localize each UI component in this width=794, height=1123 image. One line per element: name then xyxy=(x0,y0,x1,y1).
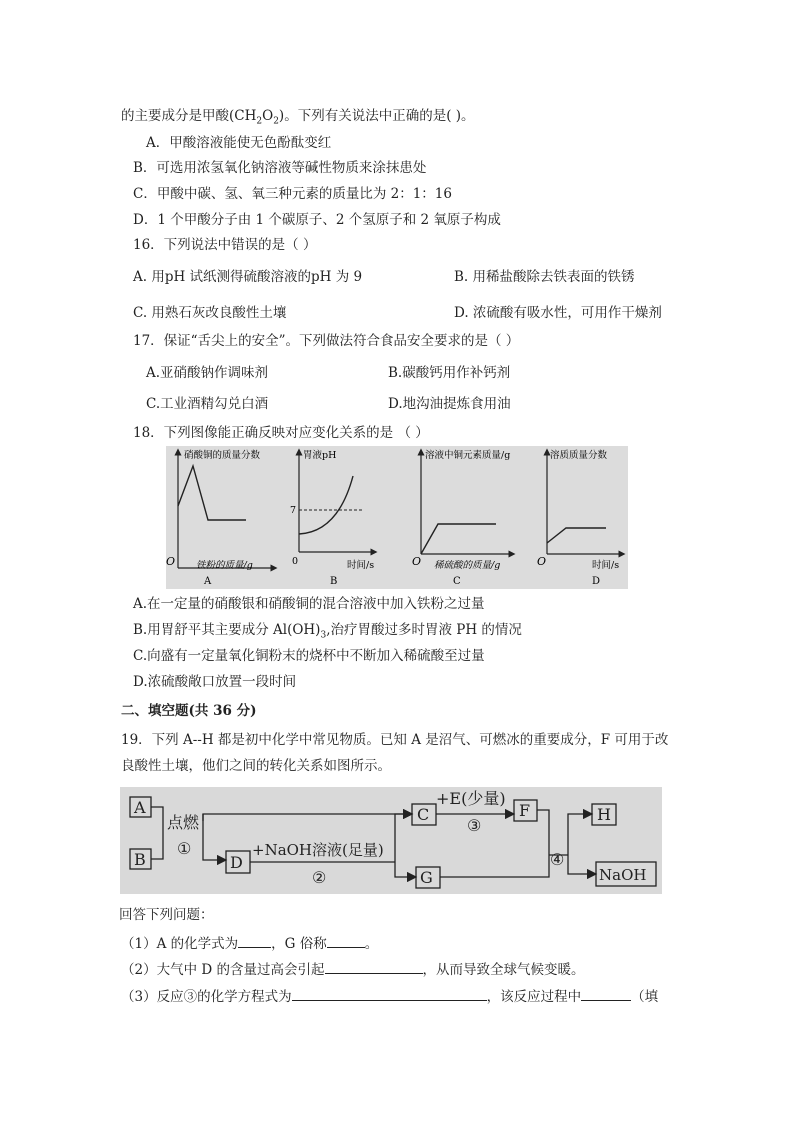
graph-c-letter: C xyxy=(453,576,461,587)
q19-sub1: （1）A 的化学式为 ，G 俗称 。 xyxy=(121,933,378,953)
graph-c-origin: O xyxy=(412,555,422,568)
q19-flow-diagram xyxy=(120,787,662,894)
arrow-to-d xyxy=(203,814,226,860)
q19-stem-line1: 19．下列 A--H 都是初中化学中常见物质。已知 A 是沼气、可燃冰的重要成分，F 可用于改 xyxy=(121,732,669,748)
label-h: H xyxy=(597,805,611,824)
num-1: ① xyxy=(177,839,192,858)
graph-d-ylabel: 溶质质量分数 xyxy=(550,450,608,461)
graph-b-origin: 0 xyxy=(292,556,299,567)
graph-b-letter: B xyxy=(330,576,338,587)
label-naoh: NaOH xyxy=(599,866,647,884)
graph-a-origin: O xyxy=(166,555,176,568)
q15-option-b: B．可选用浓氢氧化钠溶液等碱性物质来涂抹患处 xyxy=(133,160,427,176)
graph-b-curve xyxy=(299,476,353,534)
graph-b-ylabel: 胃液pH xyxy=(303,450,337,461)
q19-sub2: （2）大气中 D 的含量过高会引起 ，从而导致全球气候变暖。 xyxy=(121,959,585,979)
q15-option-c: C．甲酸中碳、氢、氧三种元素的质量比为 2：1：16 xyxy=(133,186,452,202)
answer-blank-2[interactable] xyxy=(327,933,365,948)
q18-graphs-figure xyxy=(166,446,628,589)
q15-option-a: A．甲酸溶液能使无色酚酞变红 xyxy=(146,135,332,151)
graph-d-curve xyxy=(547,528,606,543)
graph-a-curve xyxy=(178,466,246,520)
ab-bracket xyxy=(151,807,163,859)
graph-a-xlabel: 铁粉的质量/g xyxy=(196,560,253,571)
arrow-to-h xyxy=(568,814,592,855)
label-a: A xyxy=(134,798,146,817)
q17-option-c: C.工业酒精勾兑白酒 xyxy=(146,396,269,412)
graph-d-origin: O xyxy=(537,555,547,568)
num-2: ② xyxy=(312,868,327,887)
label-f: F xyxy=(519,801,531,820)
num-4: ④ xyxy=(550,850,565,869)
graph-d-letter: D xyxy=(592,576,601,587)
q18-option-b: B.用胃舒平其主要成分 $Al(OH)_3$,治疗胃酸过多时胃液 PH 的情况 xyxy=(133,622,522,641)
graph-d xyxy=(537,449,622,587)
fg-join xyxy=(440,810,549,877)
arrow-d-to-g xyxy=(395,862,416,877)
graph-d-xlabel: 时间/s xyxy=(592,560,620,571)
section-2-title: 二、填空题(共 36 分) xyxy=(121,703,257,719)
graph-a-letter: A xyxy=(204,576,212,587)
graph-c xyxy=(412,449,512,587)
q16-option-d: D. 浓硫酸有吸水性，可用作干燥剂 xyxy=(454,305,662,321)
q18-option-d: D.浓硫酸敞口放置一段时间 xyxy=(133,674,297,690)
graph-c-curve xyxy=(421,524,496,554)
q16-stem: 16．下列说法中错误的是（ ） xyxy=(133,237,317,253)
q15-stem: 的主要成分是甲酸$(CH_2O_2)$。下列有关说法中正确的是( )。 xyxy=(121,108,475,127)
answer-blank-5[interactable] xyxy=(581,986,631,1001)
cond-e: +E(少量) xyxy=(436,789,506,808)
q18-graphs-svg xyxy=(166,446,628,589)
q19-flow-svg xyxy=(120,787,662,894)
q17-option-d: D.地沟油提炼食用油 xyxy=(388,396,511,412)
graph-b-tick-7: 7 xyxy=(290,505,297,516)
graph-b-xlabel: 时间/s xyxy=(347,560,375,571)
q18-stem: 18．下列图像能正确反映对应变化关系的是 （ ） xyxy=(133,425,429,441)
label-b: B xyxy=(134,850,146,869)
graph-a xyxy=(166,449,274,587)
label-c: C xyxy=(417,805,430,824)
num-3: ③ xyxy=(467,816,482,835)
q19-sub3: （3）反应③的化学方程式为 ，该反应过程中 （填 xyxy=(121,986,658,1006)
graph-c-ylabel: 溶液中铜元素质量/g xyxy=(425,450,511,461)
q15-option-d: D．1 个甲酸分子由 1 个碳原子、2 个氢原子和 2 氧原子构成 xyxy=(133,212,501,228)
q17-stem: 17．保证“舌尖上的安全”。下列做法符合食品安全要求的是（ ） xyxy=(133,333,520,349)
arrow-d-to-c xyxy=(395,814,412,862)
arrow-to-naoh xyxy=(568,855,596,874)
answer-blank-1[interactable] xyxy=(238,933,271,948)
q16-option-c: C. 用熟石灰改良酸性土壤 xyxy=(133,305,287,321)
answer-blank-4[interactable] xyxy=(292,986,487,1001)
q18-option-c: C.向盛有一定量氧化铜粉末的烧杯中不断加入稀硫酸至过量 xyxy=(133,648,485,664)
q16-option-b: B. 用稀盐酸除去铁表面的铁锈 xyxy=(454,269,635,285)
q19-stem-line2: 良酸性土壤，他们之间的转化关系如图所示。 xyxy=(121,758,391,774)
graph-c-xlabel: 稀硫酸的质量/g xyxy=(434,560,501,571)
answer-blank-3[interactable] xyxy=(325,959,423,974)
q17-option-a: A.亚硝酸钠作调味剂 xyxy=(146,365,269,381)
q19-answer-intro: 回答下列问题： xyxy=(119,907,214,923)
cond-naoh: +NaOH溶液(足量) xyxy=(252,841,384,859)
label-d: D xyxy=(230,853,243,872)
q16-option-a: A. 用pH 试纸测得硫酸溶液的pH 为 9 xyxy=(133,269,363,285)
q18-option-a: A.在一定量的硝酸银和硝酸铜的混合溶液中加入铁粉之过量 xyxy=(133,596,485,612)
arrow-to-c xyxy=(203,814,412,821)
graph-a-ylabel: 硝酸铜的质量分数 xyxy=(184,450,261,461)
q17-option-b: B.碳酸钙用作补钙剂 xyxy=(388,365,511,381)
cond-ignite: 点燃 xyxy=(167,813,200,832)
graph-b xyxy=(290,449,374,587)
label-g: G xyxy=(420,868,433,887)
